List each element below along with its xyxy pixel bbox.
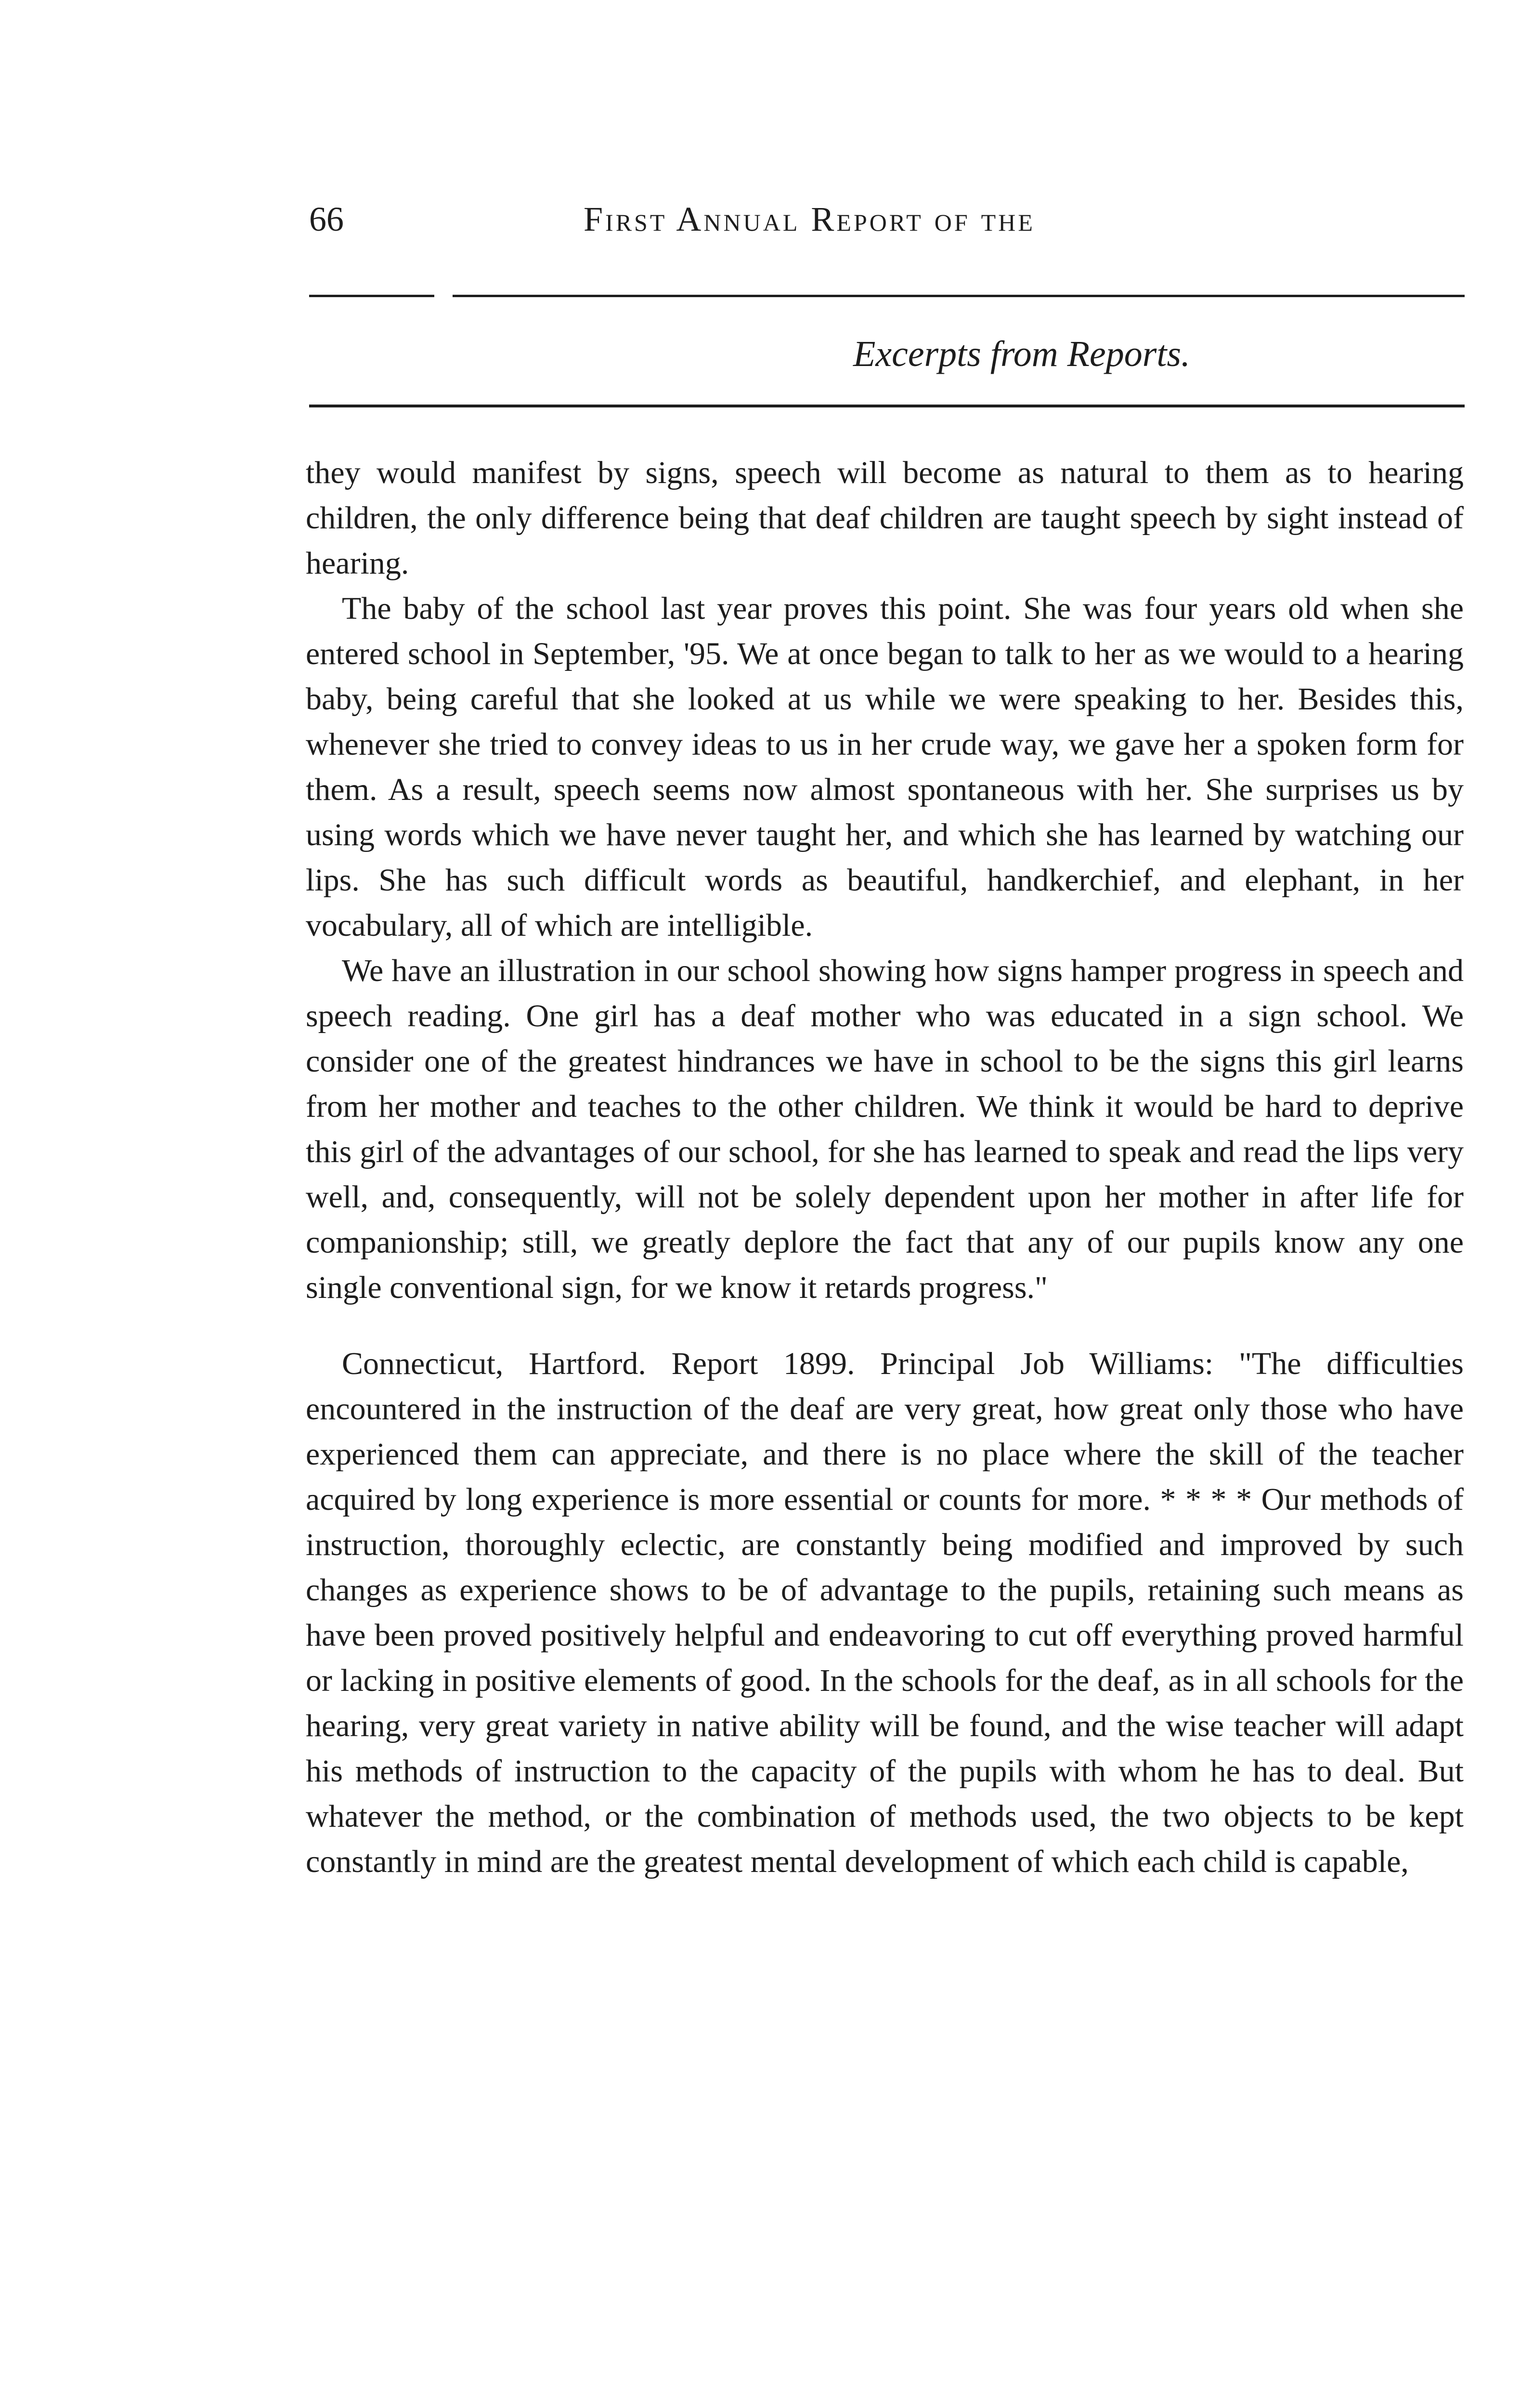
- section-heading: Excerpts from Reports.: [853, 334, 1191, 374]
- page-header: [309, 195, 1465, 243]
- header-rule-short: [309, 295, 434, 297]
- paragraph-continuation: they would manifest by signs, speech will become as natural to them as to hearing children, the only difference being that deaf children are taught speech by sight instead of hearing.: [306, 455, 1464, 581]
- body-text: [306, 450, 1464, 1885]
- paragraph: We have an illustration in our school showing how signs hamper progress in speech and speech reading. One girl has a deaf mother who was educated in a sign school. We consider one of the greatest hindrances we have in school to be the signs this girl learns from her mother and teaches to the other children. We think it would be hard to deprive this girl of the advantages of our school, for she has learned to speak and read the lips very well, and, consequently, will not be solely dependent upon her mother in after life for companionship; still, we greatly deplore the fact that any of our pupils know any one single conventional sign, for we know it retards progress.": [306, 953, 1464, 1305]
- page-number: 66: [309, 200, 344, 238]
- running-title: First Annual Report of the: [584, 200, 1035, 238]
- paragraph: Connecticut, Hartford. Report 1899. Principal Job Williams: "The difficulties encountered in the instruction of the deaf are very great, how great only those who have experienced them can appreciate, and there is no place where the skill of the teacher acquired by long experience is more essential or counts for more. * * * * Our methods of instruction, thoroughly eclectic, are constantly being modified and improved by such changes as experience shows to be of advantage to the pupils, retaining such means as have been proved positively helpful and endeavoring to cut off everything proved harmful or lacking in positive elements of good. In the schools for the deaf, as in all schools for the hearing, very great variety in native ability will be found, and the wise teacher will adapt his methods of instruction to the capacity of the pupils with whom he has to deal. But whatever the method, or the combination of methods used, the two objects to be kept constantly in mind are the greatest mental development of which each child is capable,: [306, 1346, 1464, 1879]
- section-rule: [309, 405, 1465, 407]
- header-rule-long: [453, 295, 1465, 297]
- paragraph: The baby of the school last year proves this point. She was four years old when she entered school in September, '95. We at once began to talk to her as we would to a hearing baby, being careful that she looked at us while we were speaking to her. Besides this, whenever she tried to convey ideas to us in her crude way, we gave her a spoken form for them. As a result, speech seems now almost spontaneous with her. She surprises us by using words which we have never taught her, and which she has learned by watching our lips. She has such difficult words as beautiful, handkerchief, and elephant, in her vocabulary, all of which are intelligible.: [306, 591, 1464, 943]
